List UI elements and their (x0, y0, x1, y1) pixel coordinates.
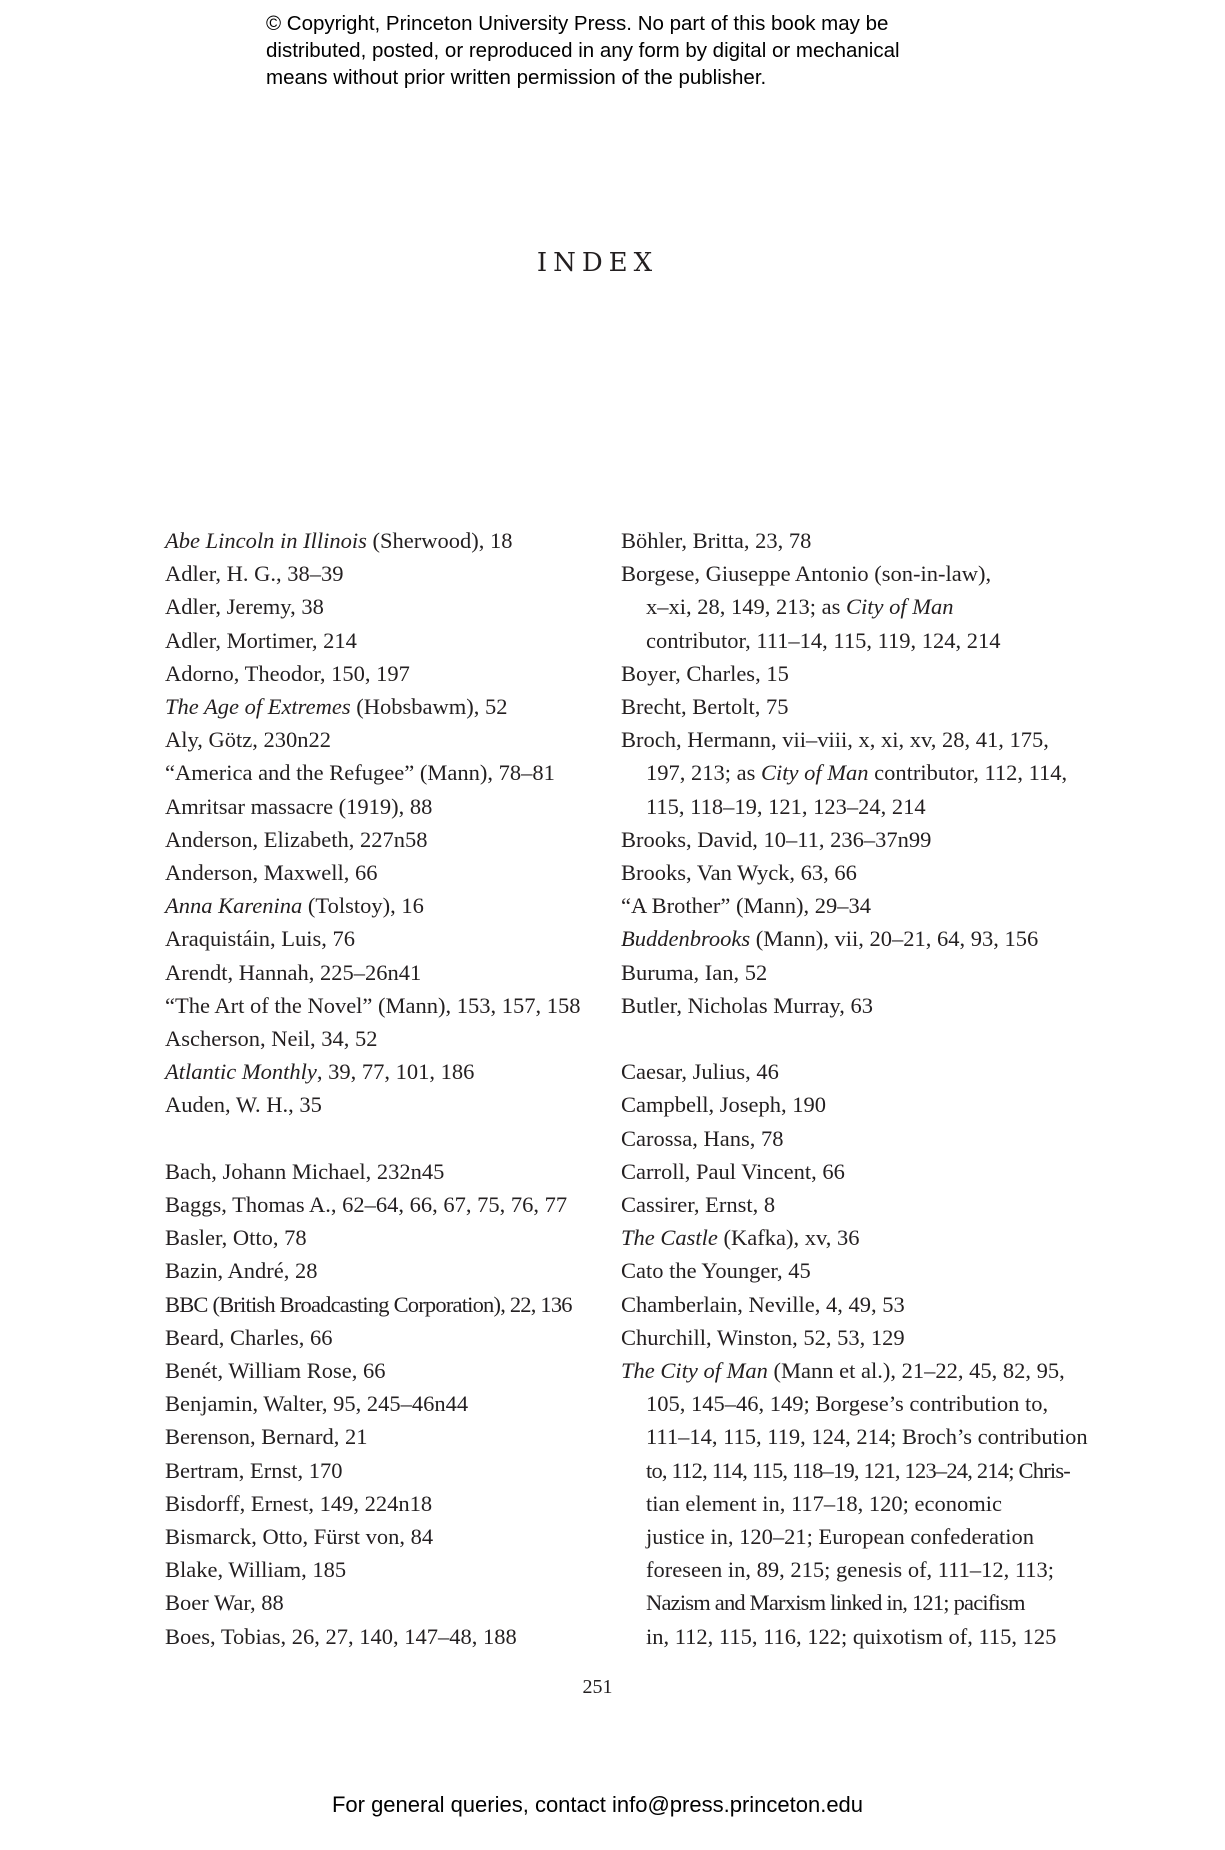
index-entry (621, 1122, 1041, 1155)
index-entry (165, 1288, 605, 1321)
index-entry (621, 690, 1041, 723)
page-number: 251 (582, 1676, 613, 1698)
entry-text: Ascherson, Neil, 34, 52 (165, 1026, 378, 1052)
index-entry (621, 889, 1041, 922)
entry-text: Campbell, Joseph, 190 (621, 1092, 826, 1118)
entry-text: Chamberlain, Neville, 4, 49, 53 (621, 1291, 905, 1317)
entry-text: Benét, William Rose, 66 (165, 1358, 386, 1384)
index-entry (165, 956, 605, 989)
index-entry (165, 790, 605, 823)
entry-text: Bazin, André, 28 (165, 1258, 318, 1284)
index-entry (165, 756, 605, 789)
entry-italic-title: Abe Lincoln in Illinois (165, 528, 367, 553)
entry-text: Bach, Johann Michael, 232n45 (165, 1158, 445, 1184)
index-entry (621, 1088, 1041, 1121)
entry-text: Brooks, David, 10–11, 236–37n99 (621, 826, 932, 852)
index-entry (621, 557, 1041, 590)
page-title: INDEX (536, 248, 659, 278)
entry-text: Cato the Younger, 45 (621, 1258, 811, 1284)
entry-text: Bismarck, Otto, Fürst von, 84 (165, 1524, 434, 1550)
entry-text: “America and the Refugee” (Mann), 78–81 (165, 760, 555, 786)
entry-text: Benjamin, Walter, 95, 245–46n44 (165, 1391, 469, 1417)
entry-text: 105, 145–46, 149; Borgese’s contribution to, (646, 1391, 1049, 1417)
entry-text: Buruma, Ian, 52 (621, 959, 768, 985)
index-entry (621, 1254, 1041, 1287)
copyright-line: distributed, posted, or reproduced in any form by digital or mechanical (266, 39, 900, 62)
index-column-right (621, 524, 1088, 1653)
index-entry (621, 1288, 1041, 1321)
index-entry (165, 1155, 605, 1188)
index-entry-continuation (621, 590, 1041, 623)
entry-text: “The Art of the Novel” (Mann), 153, 157, 158 (165, 992, 581, 1018)
index-entry (165, 1321, 605, 1354)
index-entry (165, 1254, 605, 1287)
entry-text: 111–14, 115, 119, 124, 214; Broch’s contribution (646, 1424, 1088, 1450)
index-entry (621, 1354, 1065, 1387)
index-entry (165, 1022, 605, 1055)
entry-italic-title: The Age of Extremes (165, 694, 351, 720)
entry-text: Adler, Mortimer, 214 (165, 627, 357, 653)
entry-text: Araquistáin, Luis, 76 (165, 926, 355, 952)
entry-text: to, 112, 114, 115, 118–19, 121, 123–24, 214; Chris- (646, 1457, 1070, 1483)
index-entry (165, 1387, 605, 1420)
entry-text: Böhler, Britta, 23, 78 (621, 528, 812, 553)
entry-text: Brooks, Van Wyck, 63, 66 (621, 860, 857, 886)
entry-text: (Sherwood), 18 (366, 528, 513, 553)
entry-text: (Mann), vii, 20–21, 64, 93, 156 (750, 926, 1039, 952)
entry-text: justice in, 120–21; European confederation (646, 1524, 1035, 1550)
index-entry-continuation (621, 1620, 1057, 1653)
entry-text: Churchill, Winston, 52, 53, 129 (621, 1324, 905, 1350)
entry-italic-title: The City of Man (621, 1358, 768, 1384)
index-entry (621, 1221, 1041, 1254)
index-entry-continuation (621, 1454, 1070, 1487)
index-entry (165, 1620, 605, 1653)
entry-text: Boyer, Charles, 15 (621, 660, 789, 686)
entry-italic-title: Anna Karenina (165, 893, 303, 919)
entry-text: (Tolstoy), 16 (302, 893, 424, 919)
index-entry (165, 922, 605, 955)
index-entry (165, 1055, 605, 1088)
index-entry (165, 557, 605, 590)
entry-text: BBC (British Broadcasting Corporation), 22, 136 (165, 1291, 572, 1317)
copyright-line: © Copyright, Princeton University Press. No part of this book may be (266, 12, 889, 35)
entry-text: Carroll, Paul Vincent, 66 (621, 1158, 845, 1184)
entry-text: x–xi, 28, 149, 213; as (646, 594, 846, 620)
index-entry (165, 1553, 605, 1586)
index-entry (165, 590, 605, 623)
entry-text: Brecht, Bertolt, 75 (621, 694, 789, 720)
index-entry (165, 624, 605, 657)
entry-text: Arendt, Hannah, 225–26n41 (165, 959, 422, 985)
entry-text: Amritsar massacre (1919), 88 (165, 793, 433, 819)
index-entry (165, 1188, 605, 1221)
index-entry (621, 989, 1041, 1022)
entry-text: Blake, William, 185 (165, 1557, 347, 1583)
entry-text: Broch, Hermann, vii–viii, x, xi, xv, 28, 41, 175, (621, 727, 1049, 753)
index-entry (621, 1321, 1041, 1354)
entry-text: Beard, Charles, 66 (165, 1324, 333, 1350)
index-column-left (165, 524, 605, 1653)
entry-text: , 39, 77, 101, 186 (316, 1059, 475, 1085)
copyright-line: means without prior written permission of the publisher. (266, 66, 767, 89)
index-entry (621, 922, 1041, 955)
index-entry (621, 1055, 1041, 1088)
entry-text: Basler, Otto, 78 (165, 1225, 307, 1251)
index-entry (165, 723, 605, 756)
index-entry (621, 856, 1041, 889)
entry-text: contributor, 111–14, 115, 119, 124, 214 (646, 627, 1001, 653)
entry-italic-title: Buddenbrooks (621, 926, 751, 952)
index-entry-continuation (621, 1487, 1041, 1520)
entry-text: tian element in, 117–18, 120; economic (646, 1490, 1002, 1516)
index-entry (165, 657, 605, 690)
index-entry (165, 1487, 605, 1520)
entry-text: (Hobsbawm), 52 (350, 694, 508, 720)
entry-text: Butler, Nicholas Murray, 63 (621, 992, 873, 1018)
entry-text: Berenson, Bernard, 21 (165, 1424, 368, 1450)
entry-text: Aly, Götz, 230n22 (165, 727, 332, 753)
entry-text: Auden, W. H., 35 (165, 1092, 322, 1118)
entry-text: Baggs, Thomas A., 62–64, 66, 67, 75, 76, 77 (165, 1192, 568, 1218)
index-entry (621, 657, 1041, 690)
index-entry-continuation (621, 1553, 1055, 1586)
index-entry-continuation (621, 624, 1041, 657)
index-entry (165, 889, 605, 922)
index-entry-continuation (621, 790, 1041, 823)
entry-text: Caesar, Julius, 46 (621, 1059, 779, 1085)
entry-italic-title: Atlantic Monthly (165, 1059, 317, 1085)
entry-text: Anderson, Maxwell, 66 (165, 860, 378, 886)
entry-text: Cassirer, Ernst, 8 (621, 1192, 776, 1218)
index-entry (165, 1088, 605, 1121)
index-entry (621, 956, 1041, 989)
index-entry-continuation (621, 1520, 1041, 1553)
index-entry (165, 1520, 605, 1553)
index-entry (165, 1420, 605, 1453)
entry-text: Boer War, 88 (165, 1590, 284, 1616)
index-entry (165, 690, 605, 723)
entry-italic-title: The Castle (621, 1225, 718, 1251)
entry-text: Anderson, Elizabeth, 227n58 (165, 826, 428, 852)
entry-text: (Kafka), xv, 36 (717, 1225, 860, 1251)
entry-text: contributor, 112, 114, (868, 760, 1068, 786)
entry-text: in, 112, 115, 116, 122; quixotism of, 115, 125 (646, 1623, 1057, 1649)
entry-text: (Mann et al.), 21–22, 45, 82, 95, (767, 1358, 1065, 1384)
copyright-notice (266, 10, 1026, 91)
entry-text: Adler, Jeremy, 38 (165, 594, 324, 620)
index-entry (165, 524, 605, 557)
entry-text: Boes, Tobias, 26, 27, 140, 147–48, 188 (165, 1623, 517, 1649)
index-entry-continuation (621, 1586, 1041, 1619)
index-entry-continuation (621, 1420, 1088, 1453)
entry-italic-title: City of Man (846, 594, 954, 620)
entry-text: “A Brother” (Mann), 29–34 (621, 893, 871, 919)
footer-contact: For general queries, contact info@press.princeton.edu (331, 1792, 864, 1817)
index-entry (621, 823, 1041, 856)
entry-text: Adler, H. G., 38–39 (165, 561, 344, 587)
index-entry (165, 1454, 605, 1487)
entry-text: 115, 118–19, 121, 123–24, 214 (646, 793, 926, 819)
entry-text: Adorno, Theodor, 150, 197 (165, 660, 410, 686)
index-entry (621, 1155, 1041, 1188)
index-entry (621, 1188, 1041, 1221)
entry-text: 197, 213; as (646, 760, 761, 786)
index-entry (165, 856, 605, 889)
index-entry (165, 1221, 605, 1254)
index-entry-continuation (621, 1387, 1049, 1420)
entry-text: Borgese, Giuseppe Antonio (son-in-law), (621, 561, 992, 587)
index-entry (165, 823, 605, 856)
entry-text: Carossa, Hans, 78 (621, 1125, 784, 1151)
entry-text: foreseen in, 89, 215; genesis of, 111–12, 113; (646, 1557, 1055, 1583)
index-entry-continuation (621, 756, 1068, 789)
index-entry (165, 989, 605, 1022)
entry-text: Nazism and Marxism linked in, 121; pacifism (646, 1590, 1025, 1616)
entry-italic-title: City of Man (761, 760, 869, 786)
index-entry (621, 723, 1049, 756)
index-entry (165, 1354, 605, 1387)
entry-text: Bertram, Ernst, 170 (165, 1457, 343, 1483)
index-entry (621, 524, 1041, 557)
entry-text: Bisdorff, Ernest, 149, 224n18 (165, 1490, 433, 1516)
index-entry (165, 1586, 605, 1619)
